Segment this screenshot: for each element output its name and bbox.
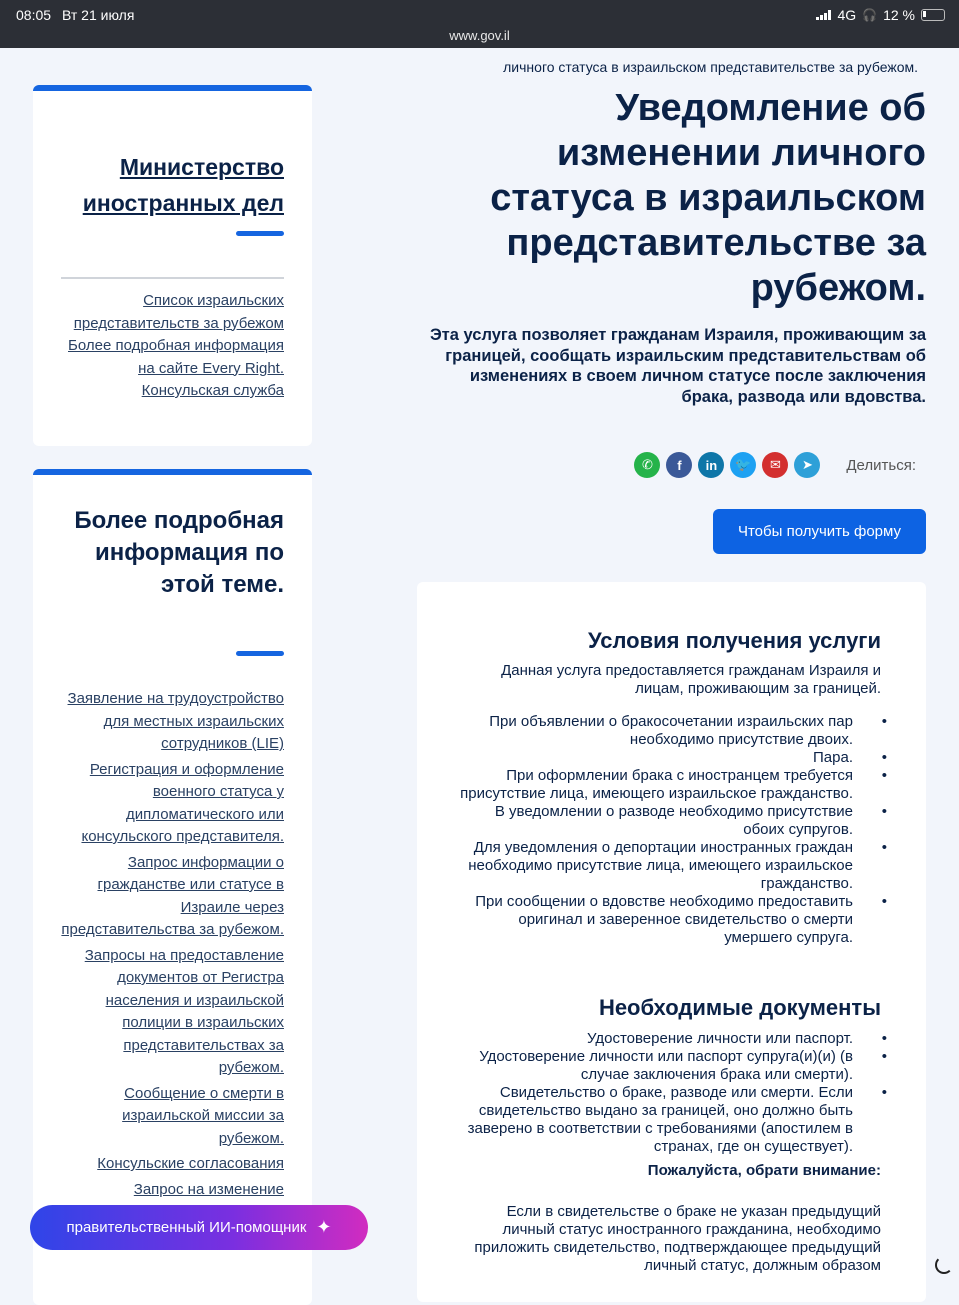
sparkle-icon: ✦ [316,1217,332,1237]
related-link[interactable]: Заявление на трудоустройство для местных израильских сотрудников (LIE) [67,690,284,752]
link-representations-list[interactable]: Список израильских представительств за рубежом [73,292,284,332]
status-time: 08:05 [16,7,52,23]
breadcrumb-text: личного статуса в израильском представительстве за рубежом. [503,59,918,75]
list-item: Для уведомления о депортации иностранных граждан необходимо присутствие лица, имеющего израильское гражданство. • [450,839,870,893]
related-link[interactable]: Запрос на изменение [133,1180,284,1198]
conditions-intro: Данная услуга предоставляется гражданам Израиля и лицам, проживающим за границей. [501,662,881,697]
note-text: Если в свидетельстве о браке не указан предыдущий личный статус иностранного гражданина, необходимо приложить свидетельство, подтверждающее предыдущий личный статус, должным образом [474,1203,881,1274]
twitter-icon[interactable]: 🐦 [730,452,756,478]
status-bar [0,0,959,48]
conditions-list [450,713,870,947]
email-icon[interactable]: ✉ [762,452,788,478]
loading-spinner-icon [935,1256,953,1274]
share-bar [634,452,916,478]
status-indicators [816,7,945,23]
related-link[interactable]: Запросы на предоставление документов от Регистра населения и израильской полиции в израильских представительствах за рубежом. [84,946,284,1076]
related-topics-card [33,469,312,1305]
ministry-title-link[interactable]: Министерство иностранных дел [82,154,284,216]
headphones-icon: 🎧 [862,8,878,22]
facebook-icon[interactable]: f [666,452,692,478]
telegram-icon[interactable]: ➤ [794,452,820,478]
ministry-card [33,85,312,446]
page-title: Уведомление об изменении личного статуса в израильском представительстве за рубежом. [490,87,926,309]
get-form-button[interactable]: Чтобы получить форму [713,509,926,554]
list-item: При объявлении о бракосочетании израильских пар необходимо присутствие двоих. • [450,713,870,749]
ai-assistant-button[interactable] [30,1205,368,1250]
whatsapp-icon[interactable]: ✆ [634,452,660,478]
battery-percent: 12 % [883,7,915,23]
related-link[interactable]: Консульские согласования [97,1155,284,1172]
list-item: Удостоверение личности или паспорт. • [450,1030,870,1048]
share-label: Делиться: [846,456,916,474]
title-underline-bar [236,651,284,656]
related-link[interactable]: Регистрация и оформление военного статуса у дипломатического или консульского представителя. [81,760,284,845]
status-date: Вт 21 июля [62,7,135,23]
related-link[interactable]: Запрос информации о гражданстве или статусе в Израиле через представительства за рубежом. [61,853,284,938]
related-topics-title: Более подробная информация по этой теме. [74,507,284,598]
related-link[interactable]: Сообщение о смерти в израильской миссии за рубежом. [122,1084,284,1147]
related-links [59,688,284,1204]
link-every-right[interactable]: Более подробная информация на сайте Every Right. [68,337,284,377]
divider [61,277,284,279]
documents-heading: Необходимые документы [598,995,881,1020]
network-label: 4G [837,7,857,23]
ai-assistant-label: правительственный ИИ-помощник [66,1219,307,1236]
page-description: Эта услуга позволяет гражданам Израиля, проживающим за границей, сообщать израильским представительствам об изменениях в своем личном статусе после заключения брака, развода или вдовства. [429,326,926,406]
list-item: При сообщении о вдовстве необходимо предоставить оригинал и заверенное свидетельство о смерти умершего супруга. • [450,893,870,947]
title-underline-bar [236,231,284,236]
list-item: Пара. • [450,749,870,767]
list-item: В уведомлении о разводе необходимо присутствие обоих супругов. • [450,803,870,839]
linkedin-icon[interactable]: in [698,452,724,478]
list-item: При оформлении брака с иностранцем требуется присутствие лица, имеющего израильское гражданство. • [450,767,870,803]
list-item: Удостоверение личности или паспорт супруга(и)(и) (в случае заключения брака или смерти). • [450,1048,870,1084]
battery-icon [921,9,945,21]
list-item: Свидетельство о браке, разводе или смерти. Если свидетельство выдано за границей, оно должно быть заверено в соответствии с требованиями (апостилем в странах, где он существует). • [450,1084,870,1156]
conditions-heading: Условия получения услуги [587,628,881,653]
ministry-links [59,290,284,403]
content-panel [417,582,926,1302]
note-heading: Пожалуйста, обрати внимание: [647,1162,881,1179]
address-bar-url[interactable]: www.gov.il [449,28,510,43]
documents-list [450,1030,870,1156]
signal-icon [816,10,831,20]
link-consular-service[interactable]: Консульская служба [141,382,284,399]
